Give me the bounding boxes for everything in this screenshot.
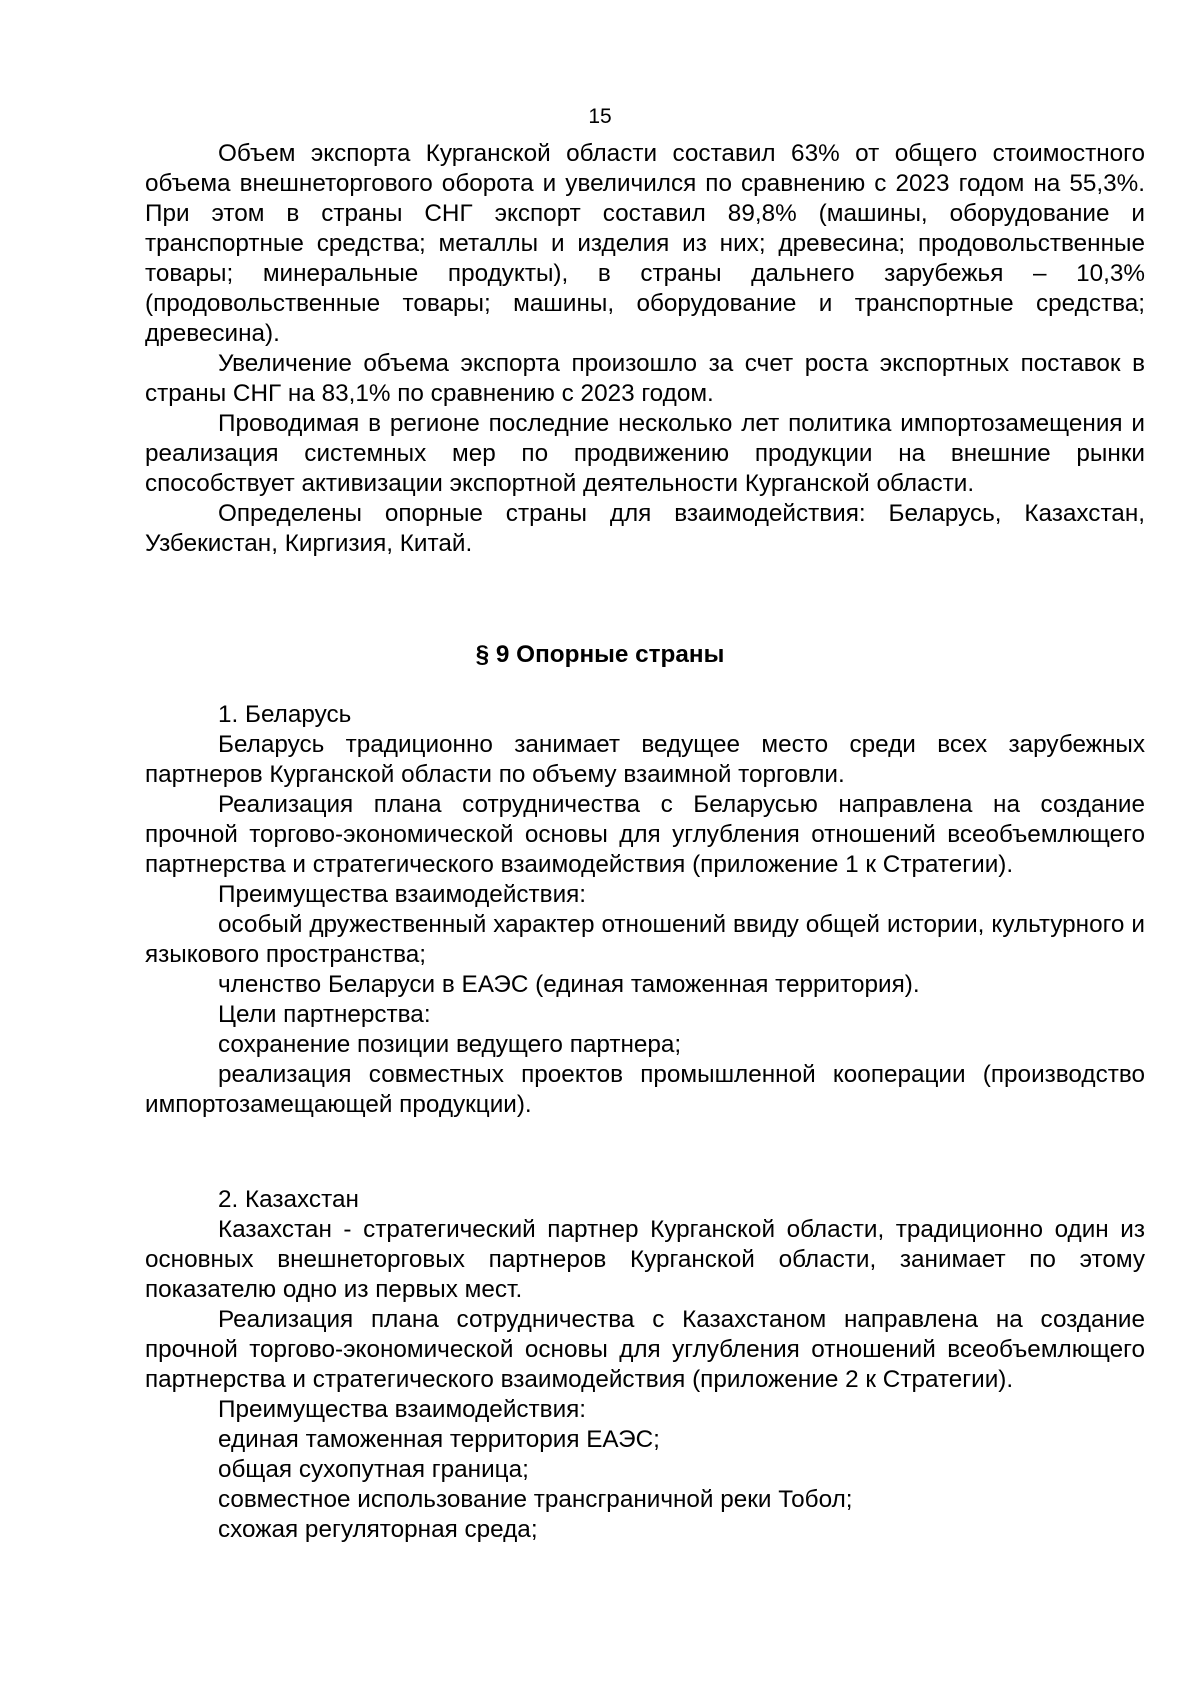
intro-paragraph-1: Объем экспорта Курганской области составил 63% от общего стоимостного объема внешнеторгового оборота и увеличился по сравнению с 2023 годом на 55,3%. При этом в страны СНГ экспорт составил 89,8% (машины, оборудование и транспортные средства; металлы и изделия из них; древесина; продовольственные товары; минеральные продукты), в страны дальнего зарубежья – 10,3% (продовольственные товары; машины, оборудование и транспортные средства; древесина). (145, 140, 1145, 347)
intro-paragraph-4: Определены опорные страны для взаимодействия: Беларусь, Казахстан, Узбекистан, Киргизия, Китай. (145, 500, 1145, 557)
intro-section (145, 139, 1145, 559)
kazakhstan-advantage-4: схожая регуляторная среда; (218, 1516, 538, 1543)
kazakhstan-paragraph-1: Казахстан - стратегический партнер Курганской области, традиционно один из основных внешнеторговых партнеров Курганской области, занимает по этому показателю одно из первых мест. (145, 1216, 1145, 1303)
kazakhstan-title: 2. Казахстан (218, 1186, 359, 1213)
section-heading: § 9 Опорные страны (475, 641, 725, 668)
intro-paragraph-2: Увеличение объема экспорта произошло за счет роста экспортных поставок в страны СНГ на 83,1% по сравнению с 2023 годом. (145, 350, 1145, 407)
belarus-paragraph-2: Реализация плана сотрудничества с Беларусью направлена на создание прочной торгово-экономической основы для углубления отношений всеобъемлющего партнерства и стратегического взаимодействия (приложение 1 к Стратегии). (145, 791, 1145, 878)
belarus-paragraph-1: Беларусь традиционно занимает ведущее место среди всех зарубежных партнеров Курганской области по объему взаимной торговли. (145, 731, 1145, 788)
belarus-goals-label: Цели партнерства: (218, 1001, 431, 1028)
belarus-advantage-2: членство Беларуси в ЕАЭС (единая таможенная территория). (218, 971, 920, 998)
kazakhstan-advantage-1: единая таможенная территория ЕАЭС; (218, 1426, 660, 1453)
belarus-title: 1. Беларусь (218, 701, 352, 728)
kazakhstan-section (145, 1185, 1145, 1545)
kazakhstan-advantage-3: совместное использование трансграничной реки Тобол; (218, 1486, 853, 1513)
intro-paragraph-3: Проводимая в регионе последние несколько лет политика импортозамещения и реализация системных мер по продвижению продукции на внешние рынки способствует активизации экспортной деятельности Курганской области. (145, 410, 1145, 497)
kazakhstan-advantage-2: общая сухопутная граница; (218, 1456, 529, 1483)
page-number: 15 (588, 105, 612, 128)
kazakhstan-advantages-label: Преимущества взаимодействия: (218, 1396, 587, 1423)
belarus-goal-1: сохранение позиции ведущего партнера; (218, 1031, 682, 1058)
belarus-goal-2: реализация совместных проектов промышленной кооперации (производство импортозамещающей продукции). (145, 1061, 1145, 1118)
belarus-advantages-label: Преимущества взаимодействия: (218, 881, 587, 908)
belarus-section (145, 700, 1145, 1120)
kazakhstan-paragraph-2: Реализация плана сотрудничества с Казахстаном направлена на создание прочной торгово-экономической основы для углубления отношений всеобъемлющего партнерства и стратегического взаимодействия (приложение 2 к Стратегии). (145, 1306, 1145, 1393)
belarus-advantage-1: особый дружественный характер отношений ввиду общей истории, культурного и языкового пространства; (145, 911, 1145, 968)
